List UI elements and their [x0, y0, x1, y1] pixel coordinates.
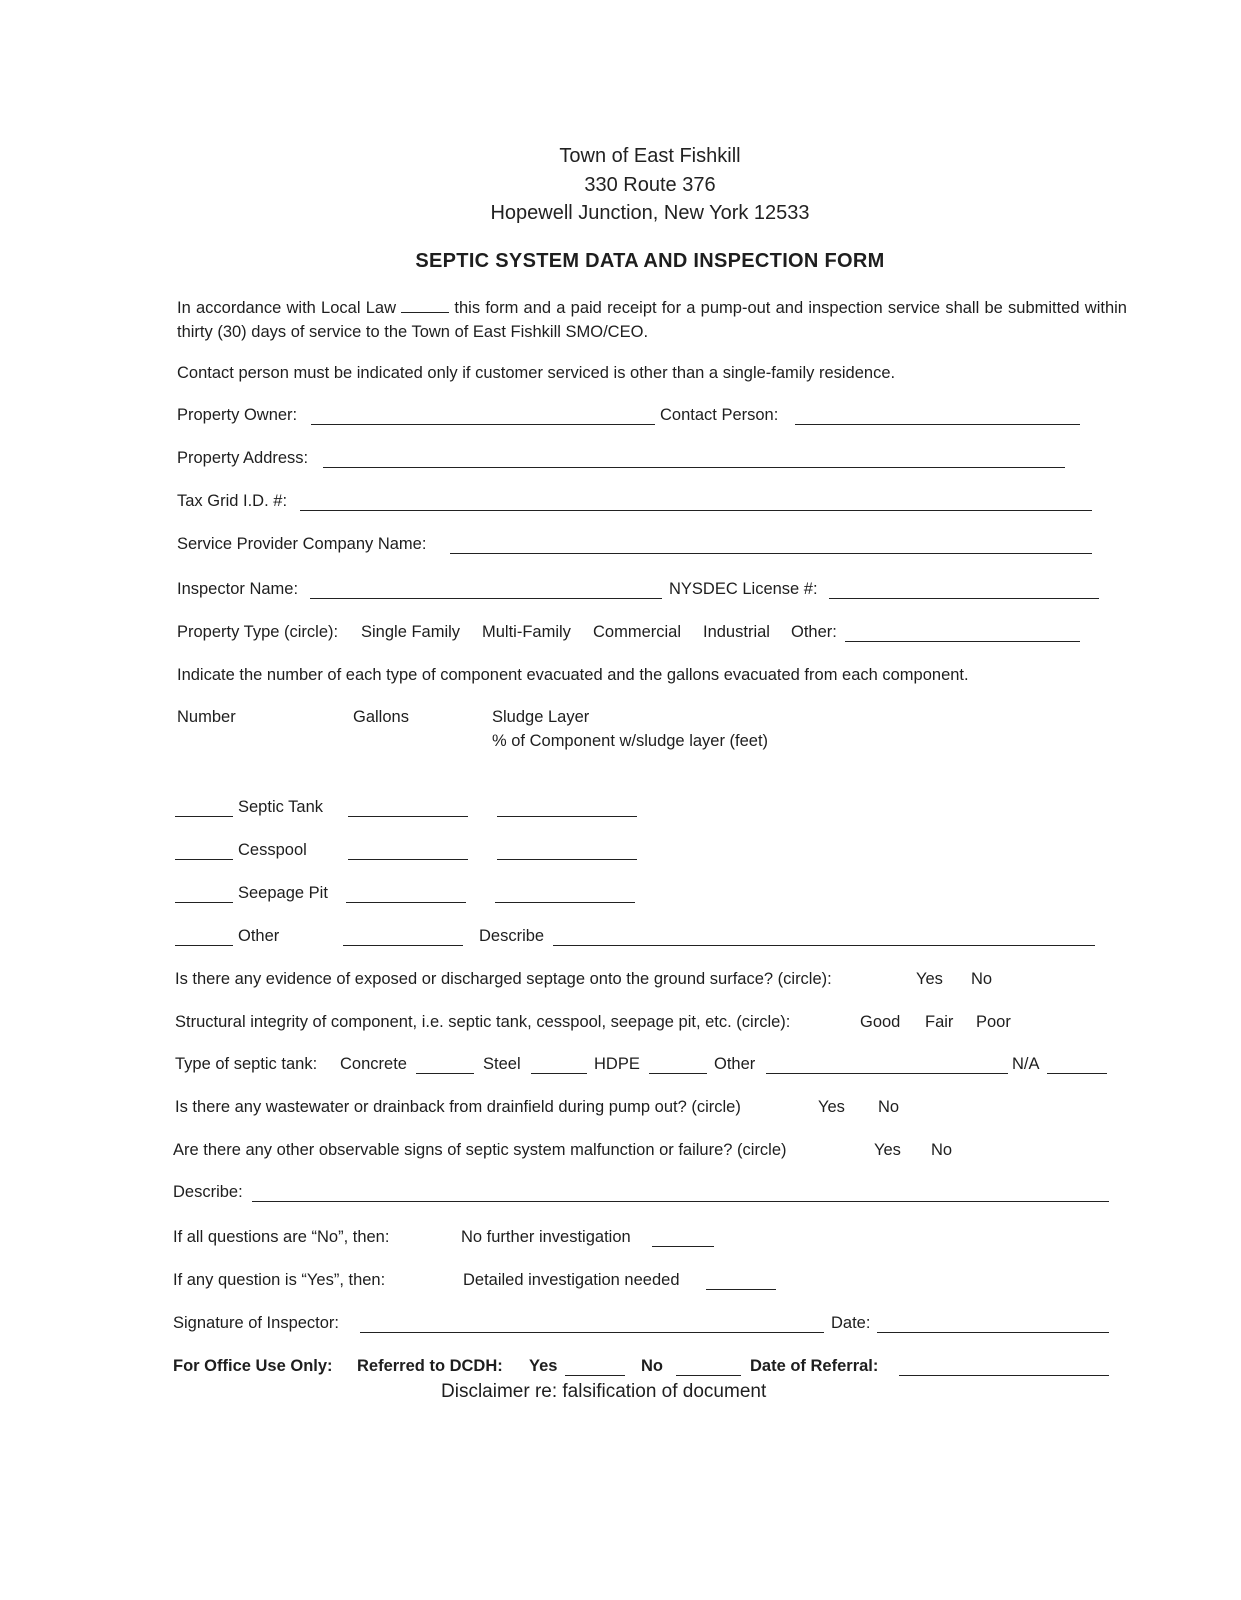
tank-type-steel-field[interactable] — [531, 1073, 587, 1074]
all-no-label: If all questions are “No”, then: — [173, 1228, 390, 1246]
intro-text-part2: this form and a paid receipt for a pump-out and inspection service shall be submitted within thirty (30) days of service to the Town of East Fishkill SMO/CEO. — [177, 299, 1127, 341]
tank-type-label: Type of septic tank: — [175, 1055, 318, 1073]
nysdec-license-label: NYSDEC License #: — [669, 580, 818, 598]
date-label: Date: — [831, 1314, 871, 1332]
nysdec-license-field[interactable] — [829, 598, 1099, 599]
property-address-field[interactable] — [323, 467, 1065, 468]
septic-tank-label: Septic Tank — [238, 798, 323, 816]
property-type-multi-family[interactable]: Multi-Family — [482, 623, 571, 641]
tax-grid-field[interactable] — [300, 510, 1092, 511]
intro-text-part1: In accordance with Local Law — [177, 299, 396, 317]
exposed-septage-yes[interactable]: Yes — [916, 970, 943, 988]
town-address: 330 Route 376 — [584, 174, 716, 196]
wastewater-no[interactable]: No — [878, 1098, 900, 1116]
septic-tank-gallons-field[interactable] — [348, 816, 468, 817]
structural-poor[interactable]: Poor — [976, 1013, 1011, 1031]
malfunction-no[interactable]: No — [931, 1141, 953, 1159]
service-provider-field[interactable] — [450, 553, 1092, 554]
tank-type-concrete-label: Concrete — [340, 1055, 407, 1073]
tax-grid-label: Tax Grid I.D. #: — [177, 492, 288, 510]
seepage-pit-label: Seepage Pit — [238, 884, 328, 902]
tank-type-concrete-field[interactable] — [416, 1073, 474, 1074]
septic-tank-number-field[interactable] — [175, 816, 233, 817]
date-field[interactable] — [877, 1332, 1109, 1333]
other-component-label: Other — [238, 927, 280, 945]
cesspool-label: Cesspool — [238, 841, 307, 859]
signature-label: Signature of Inspector: — [173, 1314, 340, 1332]
exposed-septage-no[interactable]: No — [971, 970, 993, 988]
referred-no-field[interactable] — [676, 1375, 741, 1376]
components-instructions: Indicate the number of each type of component evacuated and the gallons evacuated from each component. — [177, 666, 969, 684]
contact-person-field[interactable] — [795, 424, 1080, 425]
exposed-septage-question: Is there any evidence of exposed or discharged septage onto the ground surface? (circle): — [175, 970, 832, 988]
seepage-pit-number-field[interactable] — [175, 902, 233, 903]
referred-yes-label: Yes — [529, 1357, 558, 1375]
detailed-investigation-label: Detailed investigation needed — [463, 1271, 680, 1289]
intro-paragraph — [177, 296, 1127, 344]
tank-type-steel-label: Steel — [483, 1055, 521, 1073]
property-owner-label: Property Owner: — [177, 406, 298, 424]
inspector-name-field[interactable] — [310, 598, 662, 599]
inspector-name-label: Inspector Name: — [177, 580, 299, 598]
contact-note: Contact person must be indicated only if customer serviced is other than a single-family residence. — [177, 364, 896, 382]
local-law-blank[interactable] — [401, 298, 449, 313]
referred-dcdh-label: Referred to DCDH: — [357, 1357, 503, 1375]
no-further-investigation-label: No further investigation — [461, 1228, 631, 1246]
referred-no-label: No — [641, 1357, 663, 1375]
tank-type-na-field[interactable] — [1047, 1073, 1107, 1074]
column-sludge-sub: % of Component w/sludge layer (feet) — [492, 732, 769, 750]
property-type-other-field[interactable] — [845, 641, 1080, 642]
wastewater-yes[interactable]: Yes — [818, 1098, 845, 1116]
office-use-label: For Office Use Only: — [173, 1357, 333, 1375]
property-owner-field[interactable] — [311, 424, 655, 425]
describe-label: Describe: — [173, 1183, 243, 1201]
any-yes-label: If any question is “Yes”, then: — [173, 1271, 386, 1289]
column-gallons: Gallons — [353, 708, 409, 726]
septic-tank-sludge-field[interactable] — [497, 816, 637, 817]
disclaimer: Disclaimer re: falsification of document — [441, 1381, 767, 1402]
seepage-pit-gallons-field[interactable] — [346, 902, 466, 903]
referred-yes-field[interactable] — [565, 1375, 625, 1376]
tank-type-hdpe-label: HDPE — [594, 1055, 640, 1073]
other-describe-label: Describe — [479, 927, 545, 945]
cesspool-gallons-field[interactable] — [348, 859, 468, 860]
property-type-label: Property Type (circle): — [177, 623, 339, 641]
contact-person-label: Contact Person: — [660, 406, 779, 424]
no-further-investigation-field[interactable] — [652, 1246, 714, 1247]
describe-field[interactable] — [252, 1201, 1109, 1202]
seepage-pit-sludge-field[interactable] — [495, 902, 635, 903]
malfunction-question: Are there any other observable signs of septic system malfunction or failure? (circle) — [173, 1141, 787, 1159]
property-type-other-label: Other: — [791, 623, 837, 641]
column-number: Number — [177, 708, 236, 726]
malfunction-yes[interactable]: Yes — [874, 1141, 901, 1159]
wastewater-question: Is there any wastewater or drainback from drainfield during pump out? (circle) — [175, 1098, 741, 1116]
service-provider-label: Service Provider Company Name: — [177, 535, 427, 553]
property-address-label: Property Address: — [177, 449, 309, 467]
other-describe-field[interactable] — [553, 945, 1095, 946]
tank-type-na-label: N/A — [1012, 1055, 1040, 1073]
structural-integrity-question: Structural integrity of component, i.e. septic tank, cesspool, seepage pit, etc. (circle): — [175, 1013, 791, 1031]
tank-type-hdpe-field[interactable] — [649, 1073, 707, 1074]
tank-type-other-field[interactable] — [766, 1073, 1008, 1074]
other-component-gallons-field[interactable] — [343, 945, 463, 946]
structural-good[interactable]: Good — [860, 1013, 901, 1031]
property-type-single-family[interactable]: Single Family — [361, 623, 461, 641]
date-of-referral-field[interactable] — [899, 1375, 1109, 1376]
property-type-commercial[interactable]: Commercial — [593, 623, 682, 641]
date-of-referral-label: Date of Referral: — [750, 1357, 879, 1375]
town-name: Town of East Fishkill — [559, 145, 741, 167]
cesspool-sludge-field[interactable] — [497, 859, 637, 860]
tank-type-other-label: Other — [714, 1055, 756, 1073]
signature-field[interactable] — [360, 1332, 824, 1333]
detailed-investigation-field[interactable] — [706, 1289, 776, 1290]
cesspool-number-field[interactable] — [175, 859, 233, 860]
town-city: Hopewell Junction, New York 12533 — [490, 202, 810, 224]
column-sludge: Sludge Layer — [492, 708, 590, 726]
other-component-number-field[interactable] — [175, 945, 233, 946]
property-type-industrial[interactable]: Industrial — [703, 623, 770, 641]
structural-fair[interactable]: Fair — [925, 1013, 954, 1031]
form-title: SEPTIC SYSTEM DATA AND INSPECTION FORM — [415, 250, 885, 272]
